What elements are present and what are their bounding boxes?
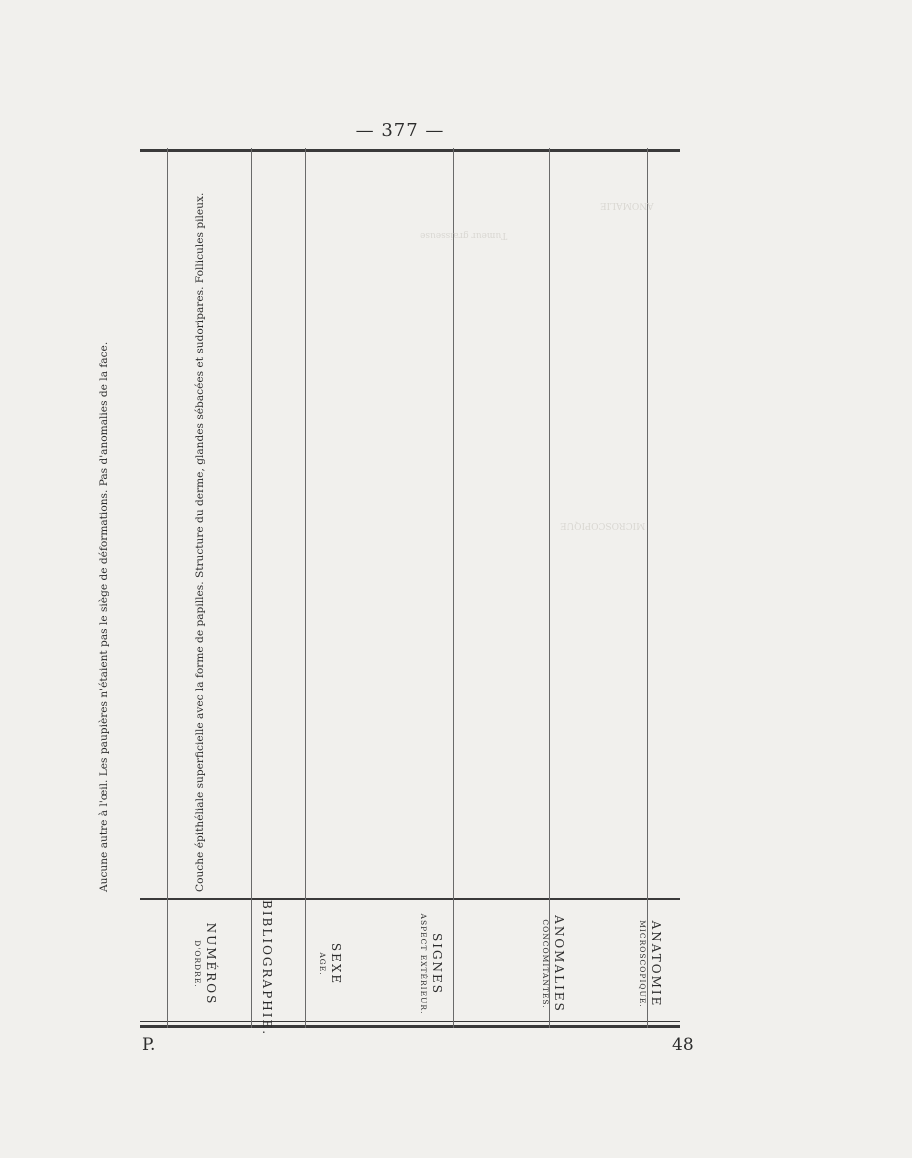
header-anatomie-label: ANATOMIE [649, 920, 663, 1008]
header-anatomie-sub: MICROSCOPIQUE. [638, 920, 647, 1008]
header-anomalies-sub: CONCOMITANTES. [541, 919, 550, 1009]
header-sexe-sub: AGE. [318, 952, 327, 976]
page-letter: P. [142, 1035, 156, 1055]
bleed-through-text: MICROSCOPIQUE [560, 520, 646, 530]
bleed-through-text: Tumeur graisseuse [420, 230, 508, 240]
page-figure-number: 48 [672, 1035, 694, 1055]
header-bibliographie-label: BIBLIOGRAPHIE. [260, 900, 274, 1037]
data-table [98, 148, 680, 1037]
row-anatomie: Couche épithéliale superficielle avec la forme de papilles. Structure du derme, glandes sébacées et sudoripares. Follicules pileux. [194, 192, 206, 892]
header-signes [306, 900, 454, 1028]
header-numeros-sub: D'ORDRE. [193, 940, 202, 988]
header-signes-sub: ASPECT EXTÉRIEUR. [419, 913, 428, 1015]
header-sexe [252, 900, 343, 1037]
header-anatomie [550, 900, 663, 1028]
header-numeros-label: NUMÉROS [204, 922, 218, 1006]
header-signes-label: SIGNES [430, 932, 444, 996]
page-number: — 377 — [355, 120, 445, 141]
row-signes [0, 172, 3, 892]
header-anomalies-label: ANOMALIES [552, 915, 566, 1013]
header-sexe-label: SEXE [329, 942, 343, 986]
row-anomalies: Aucune autre à l'œil. Les paupières n'étaient pas le siège de déformations. Pas d'anomalies de la face. [98, 341, 110, 892]
rotated-table [98, 148, 680, 1037]
bleed-through-text: ANOMALIE [600, 200, 654, 210]
table-bottom-rule [140, 149, 680, 152]
